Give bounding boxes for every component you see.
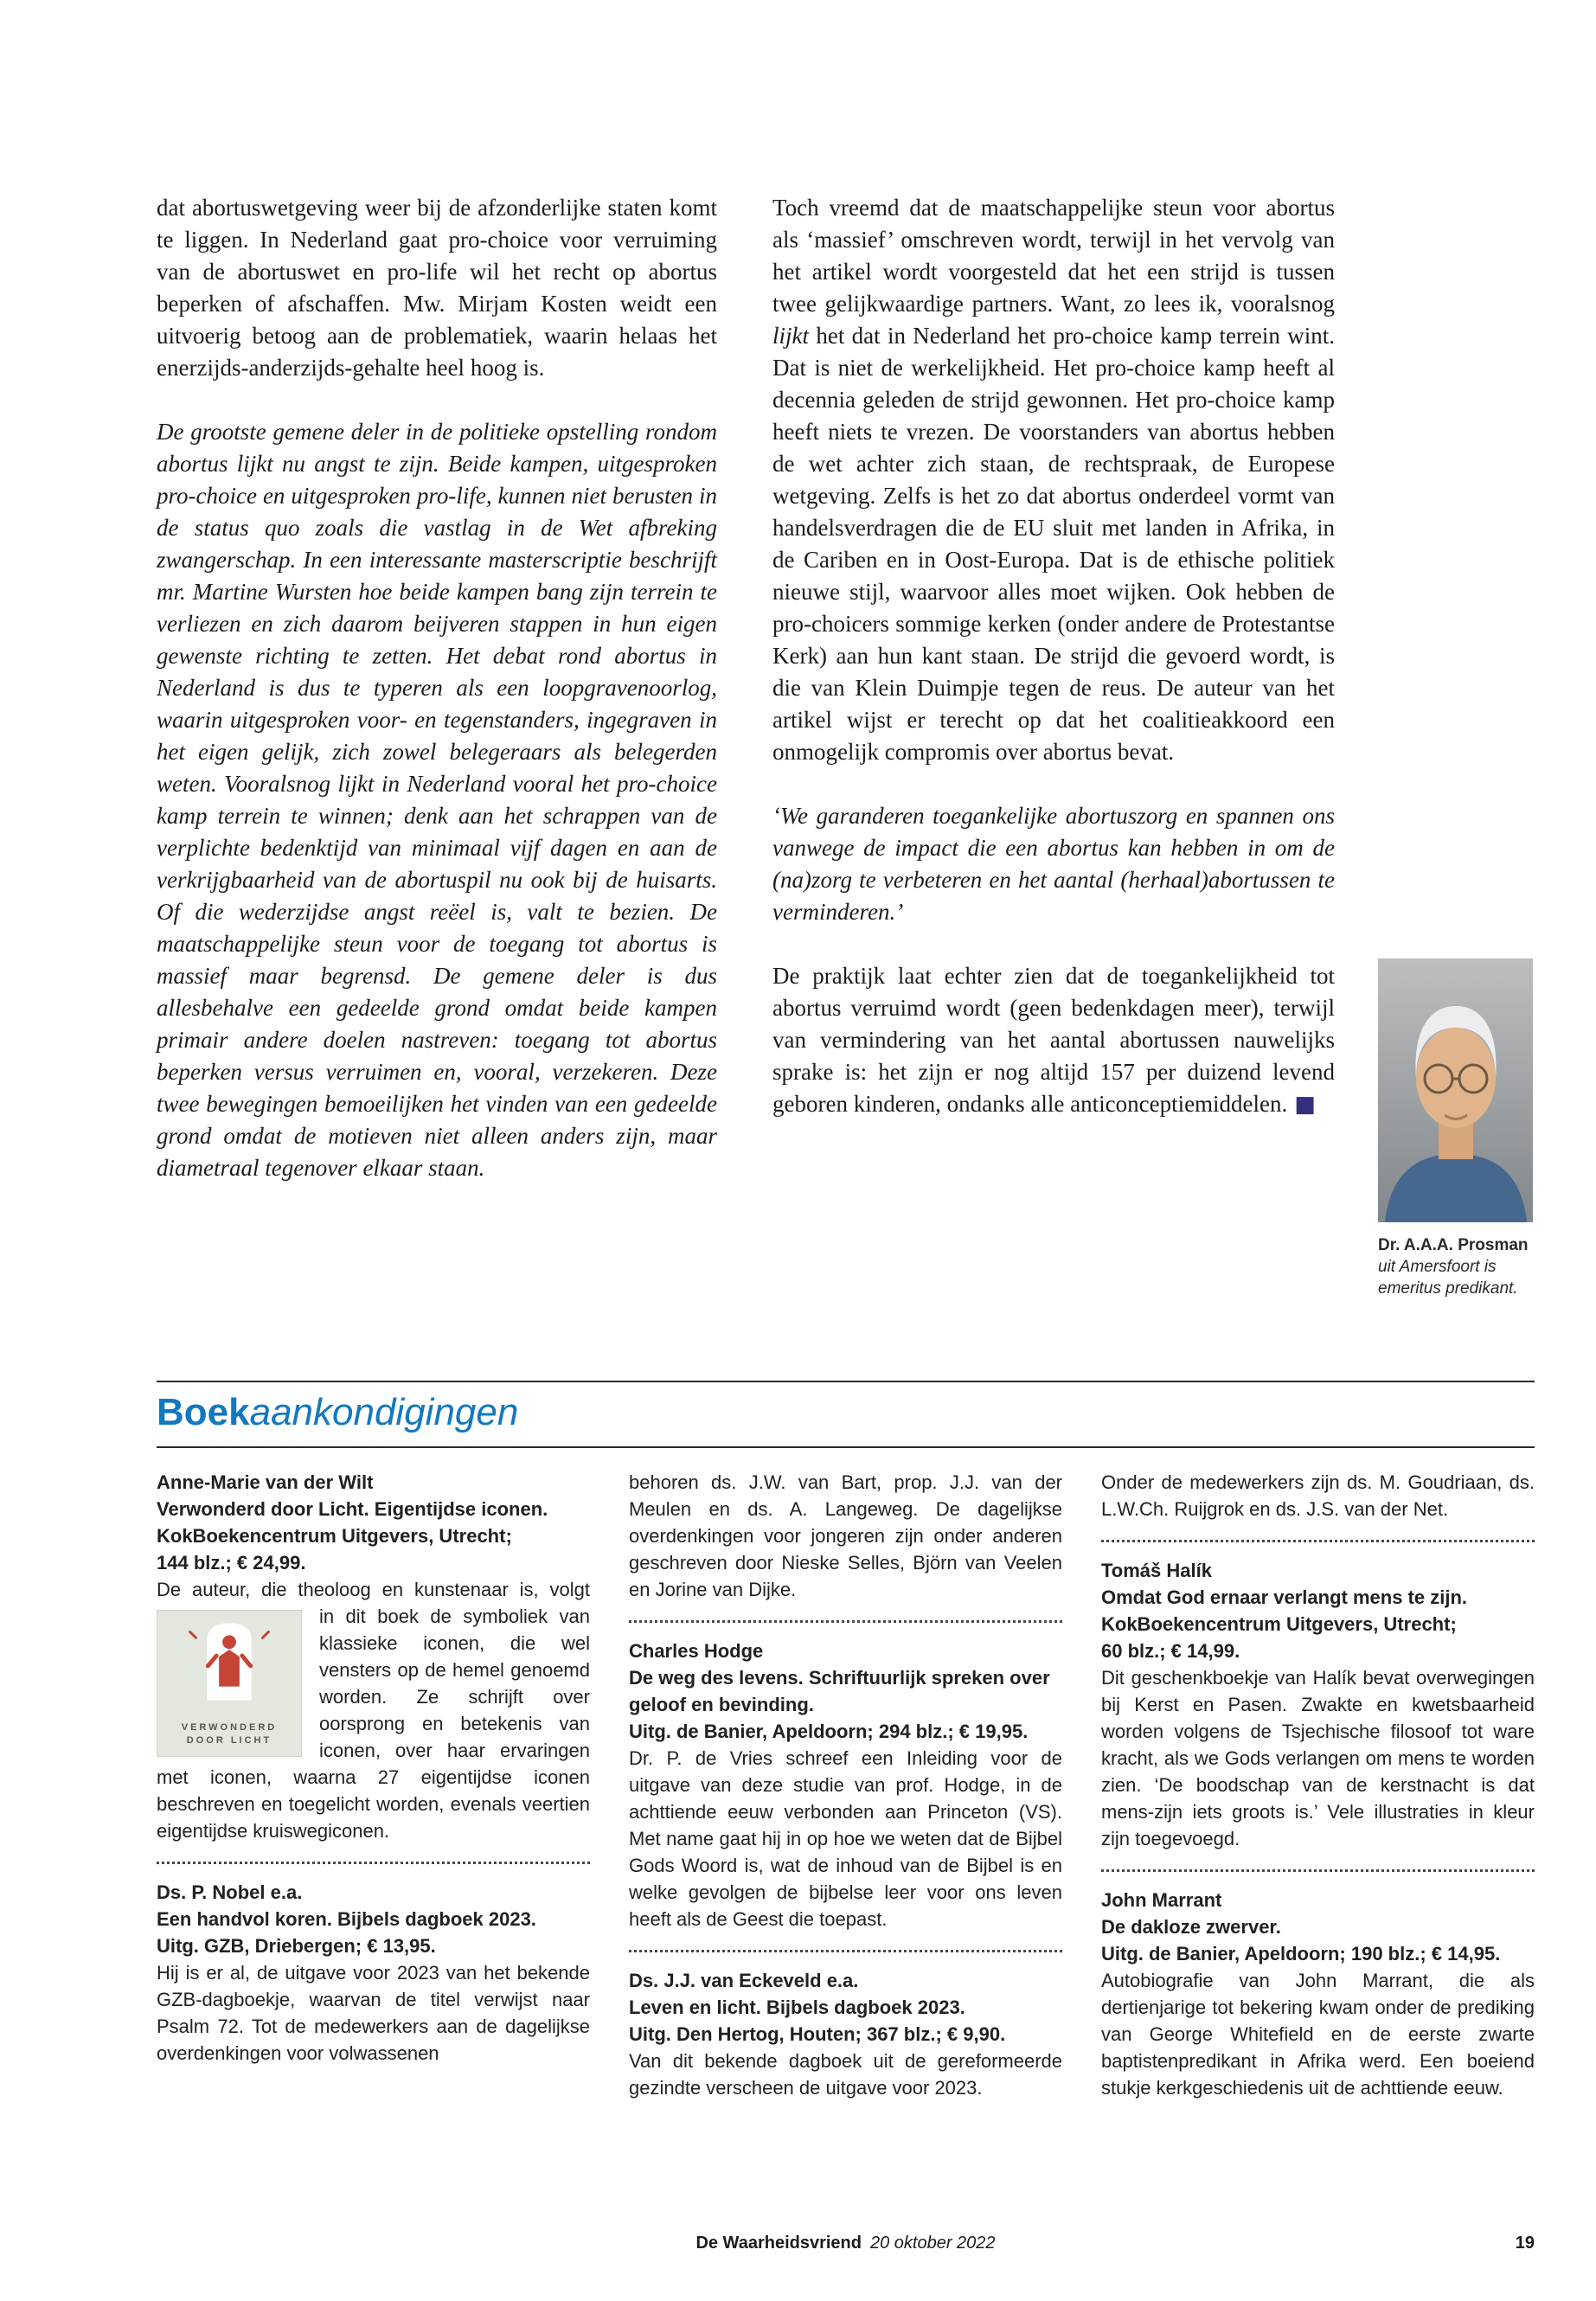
book-entry-price: 144 blz.; € 24,99.: [157, 1552, 306, 1574]
book-entry-publisher: KokBoekencentrum Uitgevers, Utrecht;: [157, 1525, 512, 1547]
book-cover: [157, 1610, 302, 1757]
article-paragraph-3: [772, 192, 1335, 768]
book-cover-title: [157, 1721, 301, 1756]
article-column-2: [772, 192, 1335, 1299]
dotted-divider: [157, 1862, 590, 1864]
book-entry-title: Een handvol koren. Bijbels dagboek 2023.: [157, 1908, 536, 1930]
book-entry-title: De weg des levens. Schriftuurlijk spreken over geloof en bevinding.: [629, 1667, 1050, 1715]
page-number: 19: [1515, 2234, 1535, 2253]
book-section-header: [157, 1381, 1535, 1448]
book-entry: [629, 1967, 1062, 2101]
section-title-bold: Boek: [157, 1391, 250, 1433]
continuation-text: behoren ds. J.W. van Bart, prop. J.J. van der Meulen en ds. A. Langeweg. De dagelijkse overdenkingen voor jongeren zijn onder anderen geschreven door Nieske Selles, Björn van Veelen en Jorine van Dijke.: [629, 1471, 1062, 1600]
book-entry: [1101, 1887, 1535, 2101]
book-entry: [157, 1469, 590, 1844]
book-entry-head: [1101, 1887, 1535, 1967]
book-cover-title-line: VERWONDERD: [181, 1722, 278, 1733]
author-photo: [1378, 958, 1533, 1222]
section-title: [157, 1390, 1535, 1435]
author-sidebar: [1378, 192, 1535, 1299]
article-paragraph-1: dat abortuswetgeving weer bij de afzonderlijke staten komt te liggen. In Nederland gaat pro-choice voor verruiming van de abortuswet en pro-life wil het recht op abortus beperken of afschaffen. Mw. Mirjam Kosten weidt een uitvoerig betoog aan de problematiek, waarin helaas het enerzijds-anderzijds-gehalte heel hoog is.: [157, 195, 717, 381]
article-paragraph-4: [772, 960, 1335, 1120]
book-entry: [157, 1879, 590, 2067]
book-entry-publisher: Uitg. de Banier, Apeldoorn; 190 blz.; € 14,95.: [1101, 1943, 1501, 1965]
book-entry-author: John Marrant: [1101, 1889, 1222, 1911]
book-cover-image: [157, 1611, 301, 1715]
dotted-divider: [1101, 1869, 1535, 1872]
book-entry-body: [157, 1576, 590, 1844]
book-entry-body: Dit geschenkboekje van Halík bevat overwegingen bij Kerst en Pasen. Zwakte en kwetsbaarheid worden volgens de Tsjechische filosoof tot ware kracht, als we Gods verlangen om mens te worden zien. ‘De boodschap van de kerstnacht is dat mens-zijn iets groots is.’ Vele illustraties in kleur zijn toegevoegd.: [1101, 1667, 1535, 1849]
book-entry-price: 60 blz.; € 14,99.: [1101, 1640, 1240, 1662]
book-cover-title-line: DOOR LICHT: [186, 1735, 272, 1746]
book-entry: [629, 1638, 1062, 1932]
author-name: Dr. A.A.A. Prosman: [1378, 1236, 1529, 1254]
book-columns: [157, 1469, 1535, 2101]
article-section: [157, 192, 1535, 1299]
book-column-2: [629, 1469, 1062, 2101]
paragraph-text: De praktijk laat echter zien dat de toegankelijkheid tot abortus verruimd wordt (geen bedenkdagen meer), terwijl van vermindering van het aantal abortussen nauwelijks sprake is: het zijn er nog altijd 157 per duizend levend geboren kinderen, ondanks alle anticonceptiemiddelen.: [772, 963, 1335, 1117]
author-role: uit Amersfoort is emeritus predikant.: [1378, 1258, 1518, 1298]
book-entry-author: Tomáš Halík: [1101, 1560, 1212, 1581]
continuation-text: Onder de medewerkers zijn ds. M. Goudriaan, ds. L.W.Ch. Ruijgrok en ds. J.S. van der Net.: [1101, 1471, 1535, 1520]
book-entry-head: [629, 1967, 1062, 2048]
book-entry-title: Verwonderd door Licht. Eigentijdse iconen.: [157, 1498, 548, 1520]
paragraph-text: Toch vreemd dat de maatschappelijke steun voor abortus als ‘massief’ omschreven wordt, terwijl in het vervolg van het artikel wordt voorgesteld dat het een strijd is tussen twee gelijkwaardige partners. Want, zo lees ik, vooralsnog: [772, 195, 1335, 317]
photo-caption: [1378, 1234, 1533, 1299]
book-entry-title: Omdat God ernaar verlangt mens te zijn.: [1101, 1586, 1467, 1608]
book-entry-head: [629, 1638, 1062, 1745]
footer-date: 20 oktober 2022: [869, 2234, 996, 2253]
book-entry-publisher: Uitg. GZB, Driebergen; € 13,95.: [157, 1935, 436, 1957]
book-entry-publisher: Uitg. Den Hertog, Houten; 367 blz.; € 9,90.: [629, 2023, 1006, 2045]
book-entry: [1101, 1557, 1535, 1852]
book-entry-author: Ds. P. Nobel e.a.: [157, 1881, 303, 1903]
book-column-3: [1101, 1469, 1535, 2101]
book-section: [157, 1381, 1535, 2101]
book-column-1: [157, 1469, 590, 2101]
end-of-article-marker: ■: [1294, 1092, 1316, 1118]
dotted-divider: [629, 1620, 1062, 1623]
book-entry-author: Charles Hodge: [629, 1640, 764, 1662]
book-entry-title: De dakloze zwerver.: [1101, 1916, 1281, 1938]
section-title-italic: aankondigingen: [249, 1391, 519, 1433]
article-column-1: [157, 192, 717, 1299]
book-entry-publisher: KokBoekencentrum Uitgevers, Utrecht;: [1101, 1613, 1457, 1635]
dotted-divider: [1101, 1540, 1535, 1542]
footer-center: [157, 2232, 1535, 2254]
emphasized-word: lijkt: [772, 323, 809, 349]
book-entry-body: Hij is er al, de uitgave voor 2023 van het bekende GZB-dagboekje, waarvan de titel verwijst naar Psalm 72. Tot de medewerkers aan de dagelijkse overdenkingen voor volwassenen: [157, 1962, 590, 2064]
book-entry-head: [157, 1879, 590, 1959]
book-entry-author: Ds. J.J. van Eckeveld e.a.: [629, 1970, 859, 1991]
pull-quote: ‘We garanderen toegankelijke abortuszorg en spannen ons vanwege de impact die een abortus kan hebben in om de (na)zorg te verbeteren en het aantal (herhaal)abortussen te verminderen.’: [772, 803, 1335, 925]
book-entry-body: Van dit bekende dagboek uit de gereformeerde gezindte verscheen de uitgave voor 2023.: [629, 2050, 1062, 2099]
book-entry-body-flow: [157, 1603, 590, 1844]
book-entry-head: [157, 1469, 590, 1576]
paragraph-text: het dat in Nederland het pro-choice kamp terrein wint. Dat is niet de werkelijkheid. Het pro-choice kamp heeft al decennia geleden de strijd gewonnen. Het pro-choice kamp heeft niets te vrezen. De voorstanders van abortus hebben de wet achter zich staan, de rechtspraak, de Europese wetgeving. Zelfs is het zo dat abortus onderdeel vormt van handelsverdragen die de EU sluit met landen in Afrika, in de Cariben en in Oost-Europa. Dat is de ethische politiek nieuwe stijl, waarvoor alles moet wijken. Ook hebben de pro-choicers sommige kerken (onder andere de Protestantse Kerk) aan hun kant staan. De strijd die gevoerd wordt, is die van Klein Duimpje tegen de reus. De auteur van het artikel wijst er terecht op dat het coalitieakkoord een onmogelijk compromis over abortus bevat.: [772, 323, 1335, 765]
author-portrait-image: [1378, 958, 1533, 1222]
footer-magazine-name: De Waarheidsvriend: [695, 2234, 862, 2253]
book-entry-author: Anne-Marie van der Wilt: [157, 1471, 374, 1493]
book-entry-body-intro: De auteur, die theoloog en kunstenaar is, volgt: [157, 1579, 590, 1600]
book-entry-head: [1101, 1557, 1535, 1664]
dotted-divider: [629, 1950, 1062, 1952]
book-entry-title: Leven en licht. Bijbels dagboek 2023.: [629, 1997, 965, 2018]
book-entry-body: Autobiografie van John Marrant, die als dertienjarige tot bekering kwam onder de prediking van George Whitefield en de eerste zwarte baptistenpredikant in Afrika werd. Een boeiend stukje kerkgeschiedenis uit de achttiende eeuw.: [1101, 1970, 1535, 2099]
book-entry-body: Dr. P. de Vries schreef een Inleiding voor de uitgave van deze studie van prof. Hodge, in de achttiende eeuw verbonden aan Princeton (VS). Met name gaat hij in op hoe we weten dat de Bijbel Gods Woord is, wat de inhoud van de Bijbel is en welke gevolgen de bijbelse leer voor ons leven heeft als de Geest die toepast.: [629, 1747, 1062, 1930]
book-entry-body-text: in dit boek de symboliek van klassieke iconen, die wel vensters op de hemel genoemd worden. Ze schrijft over oorsprong en betekenis van iconen, over haar ervaringen met iconen, waarna 27 eigentijdse iconen beschreven en toegelicht worden, evenals veertien eigentijdse kruiswegiconen.: [157, 1606, 590, 1842]
article-paragraph-2: De grootste gemene deler in de politieke opstelling rondom abortus lijkt nu angst te zijn. Beide kampen, uitgesproken pro-choice en uitgesproken pro-life, kunnen niet berusten in de status quo zoals die vastlag in de Wet afbreking zwangerschap. In een interessante masterscriptie beschrijft mr. Martine Wursten hoe beide kampen bang zijn terrein te verliezen en zich daarom beijveren stappen in hun eigen gewenste richting te zetten. Het debat rond abortus in Nederland is dus te typeren als een loopgravenoorlog, waarin uitgesproken voor- en tegenstanders, ingegraven in het eigen gelijk, zich zowel belegeraars als belegerden weten. Vooralsnog lijkt in Nederland vooral het pro-choice kamp terrein te winnen; denk aan het schrappen van de verplichte bedenktijd van minimaal vijf dagen en aan de verkrijgbaarheid van de abortuspil nu ook bij de huisarts. Of die wederzijdse angst reëel is, valt te bezien. De maatschappelijke steun voor de toegang tot abortus is massief maar begrensd. De gemene deler is dus allesbehalve een gedeelde grond omdat beide kampen primair andere doelen nastreven: toegang tot abortus beperken versus verruimen en, vooral, verzekeren. Deze twee bewegingen bemoeilijken het vinden van een gedeelde grond omdat de motieven niet alleen anders zijn, maar diametraal tegenover elkaar staan.: [157, 419, 717, 1181]
page-footer: [157, 2232, 1535, 2254]
book-entry-publisher: Uitg. de Banier, Apeldoorn; 294 blz.; € 19,95.: [629, 1721, 1029, 1742]
